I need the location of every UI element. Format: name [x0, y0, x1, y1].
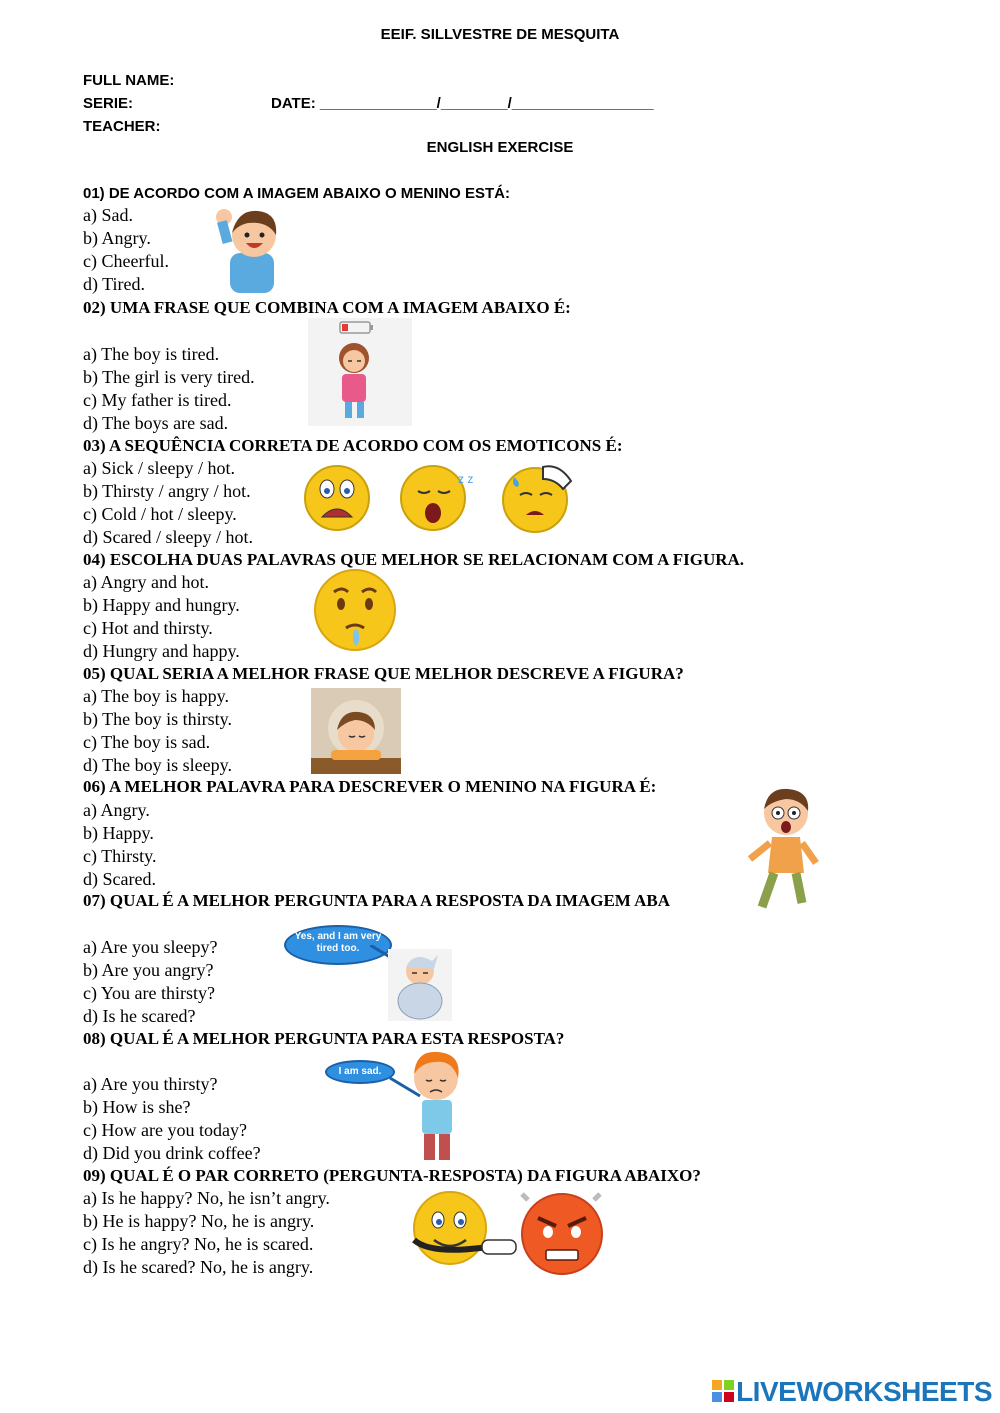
q8-option-c: c) How are you today?	[83, 1120, 247, 1140]
q8-speech-bubble: I am sad.	[325, 1060, 395, 1084]
q2-option-a: a) The boy is tired.	[83, 344, 220, 364]
liveworksheets-logo-text: LIVEWORKSHEETS	[736, 1376, 992, 1407]
q7-speech-bubble: Yes, and I am very tired too.	[284, 925, 392, 965]
q9-option-d: d) Is he scared? No, he is angry.	[83, 1257, 314, 1277]
q2-option-c: c) My father is tired.	[83, 390, 232, 410]
serie-label: SERIE:	[83, 95, 134, 112]
school-name: EEIF. SILLVESTRE DE MESQUITA	[380, 26, 620, 43]
cheerful-boy-image	[208, 203, 288, 293]
q1-option-a: a) Sad.	[83, 205, 133, 225]
svg-text:z z: z z	[458, 472, 474, 486]
happy-and-angry-emoji-image	[410, 1188, 620, 1278]
question-2: 02) UMA FRASE QUE COMBINA COM A IMAGEM ABAIXO É:	[83, 298, 571, 317]
q2-option-d: d) The boys are sad.	[83, 413, 229, 433]
question-5: 05) QUAL SERIA A MELHOR FRASE QUE MELHOR DESCREVE A FIGURA?	[83, 664, 684, 683]
q4-option-c: c) Hot and thirsty.	[83, 618, 213, 638]
q4-option-d: d) Hungry and happy.	[83, 641, 240, 661]
q7-option-d: d) Is he scared?	[83, 1006, 196, 1026]
q7-option-b: b) Are you angry?	[83, 960, 214, 980]
q5-option-c: c) The boy is sad.	[83, 732, 211, 752]
q7-option-c: c) You are thirsty?	[83, 983, 215, 1003]
sad-redhead-boy-image	[380, 1048, 470, 1164]
date-field: DATE: ______________/________/_________________	[271, 95, 654, 112]
sad-boy-image	[311, 688, 401, 774]
q6-option-d: d) Scared.	[83, 869, 156, 889]
q9-option-b: b) He is happy? No, he is angry.	[83, 1211, 315, 1231]
liveworksheets-logo	[712, 1376, 992, 1408]
q5-option-b: b) The boy is thirsty.	[83, 709, 232, 729]
emoticons-sequence-image	[300, 455, 590, 535]
happy-emoticon	[414, 1192, 516, 1264]
q6-option-c: c) Thirsty.	[83, 846, 157, 866]
question-9: 09) QUAL É O PAR CORRETO (PERGUNTA-RESPOSTA) DA FIGURA ABAIXO?	[83, 1166, 701, 1185]
q8-option-d: d) Did you drink coffee?	[83, 1143, 261, 1163]
question-6: 06) A MELHOR PALAVRA PARA DESCREVER O MENINO NA FIGURA É:	[83, 777, 657, 796]
q8-option-a: a) Are you thirsty?	[83, 1074, 218, 1094]
liveworksheets-logo-icon	[712, 1380, 734, 1402]
question-3: 03) A SEQUÊNCIA CORRETA DE ACORDO COM OS EMOTICONS É:	[83, 436, 623, 455]
sleepy-emoticon	[401, 466, 473, 530]
q5-option-a: a) The boy is happy.	[83, 686, 229, 706]
question-4: 04) ESCOLHA DUAS PALAVRAS QUE MELHOR SE RELACIONAM COM A FIGURA.	[83, 550, 745, 569]
q6-option-b: b) Happy.	[83, 823, 154, 843]
q7-option-a: a) Are you sleepy?	[83, 937, 218, 957]
q1-option-c: c) Cheerful.	[83, 251, 169, 271]
q9-option-a: a) Is he happy? No, he isn’t angry.	[83, 1188, 330, 1208]
q3-option-b: b) Thirsty / angry / hot.	[83, 481, 251, 501]
hot-emoticon	[503, 466, 571, 532]
hungry-drooling-emoji-image	[310, 566, 400, 656]
scared-emoticon	[305, 466, 369, 530]
question-1: 01) DE ACORDO COM A IMAGEM ABAIXO O MENINO ESTÁ:	[83, 185, 510, 202]
q1-option-d: d) Tired.	[83, 274, 146, 294]
scared-boy-image	[740, 783, 820, 913]
q8-option-b: b) How is she?	[83, 1097, 191, 1117]
full-name-label: FULL NAME:	[83, 72, 175, 89]
q1-option-b: b) Angry.	[83, 228, 151, 248]
question-7: 07) QUAL É A MELHOR PERGUNTA PARA A RESPOSTA DA IMAGEM ABA	[83, 891, 671, 910]
q3-option-d: d) Scared / sleepy / hot.	[83, 527, 253, 547]
q4-option-b: b) Happy and hungry.	[83, 595, 240, 615]
angry-emoticon	[522, 1194, 602, 1274]
q6-option-a: a) Angry.	[83, 800, 150, 820]
q5-option-d: d) The boy is sleepy.	[83, 755, 232, 775]
q4-option-a: a) Angry and hot.	[83, 572, 209, 592]
question-8: 08) QUAL É A MELHOR PERGUNTA PARA ESTA RESPOSTA?	[83, 1029, 565, 1048]
sleepy-boy-image	[370, 945, 460, 1023]
q9-option-c: c) Is he angry? No, he is scared.	[83, 1234, 314, 1254]
q3-option-c: c) Cold / hot / sleepy.	[83, 504, 237, 524]
q3-option-a: a) Sick / sleepy / hot.	[83, 458, 235, 478]
q2-option-b: b) The girl is very tired.	[83, 367, 255, 387]
exercise-title: ENGLISH EXERCISE	[426, 139, 574, 156]
tired-girl-image	[308, 318, 412, 426]
teacher-label: TEACHER:	[83, 118, 161, 135]
